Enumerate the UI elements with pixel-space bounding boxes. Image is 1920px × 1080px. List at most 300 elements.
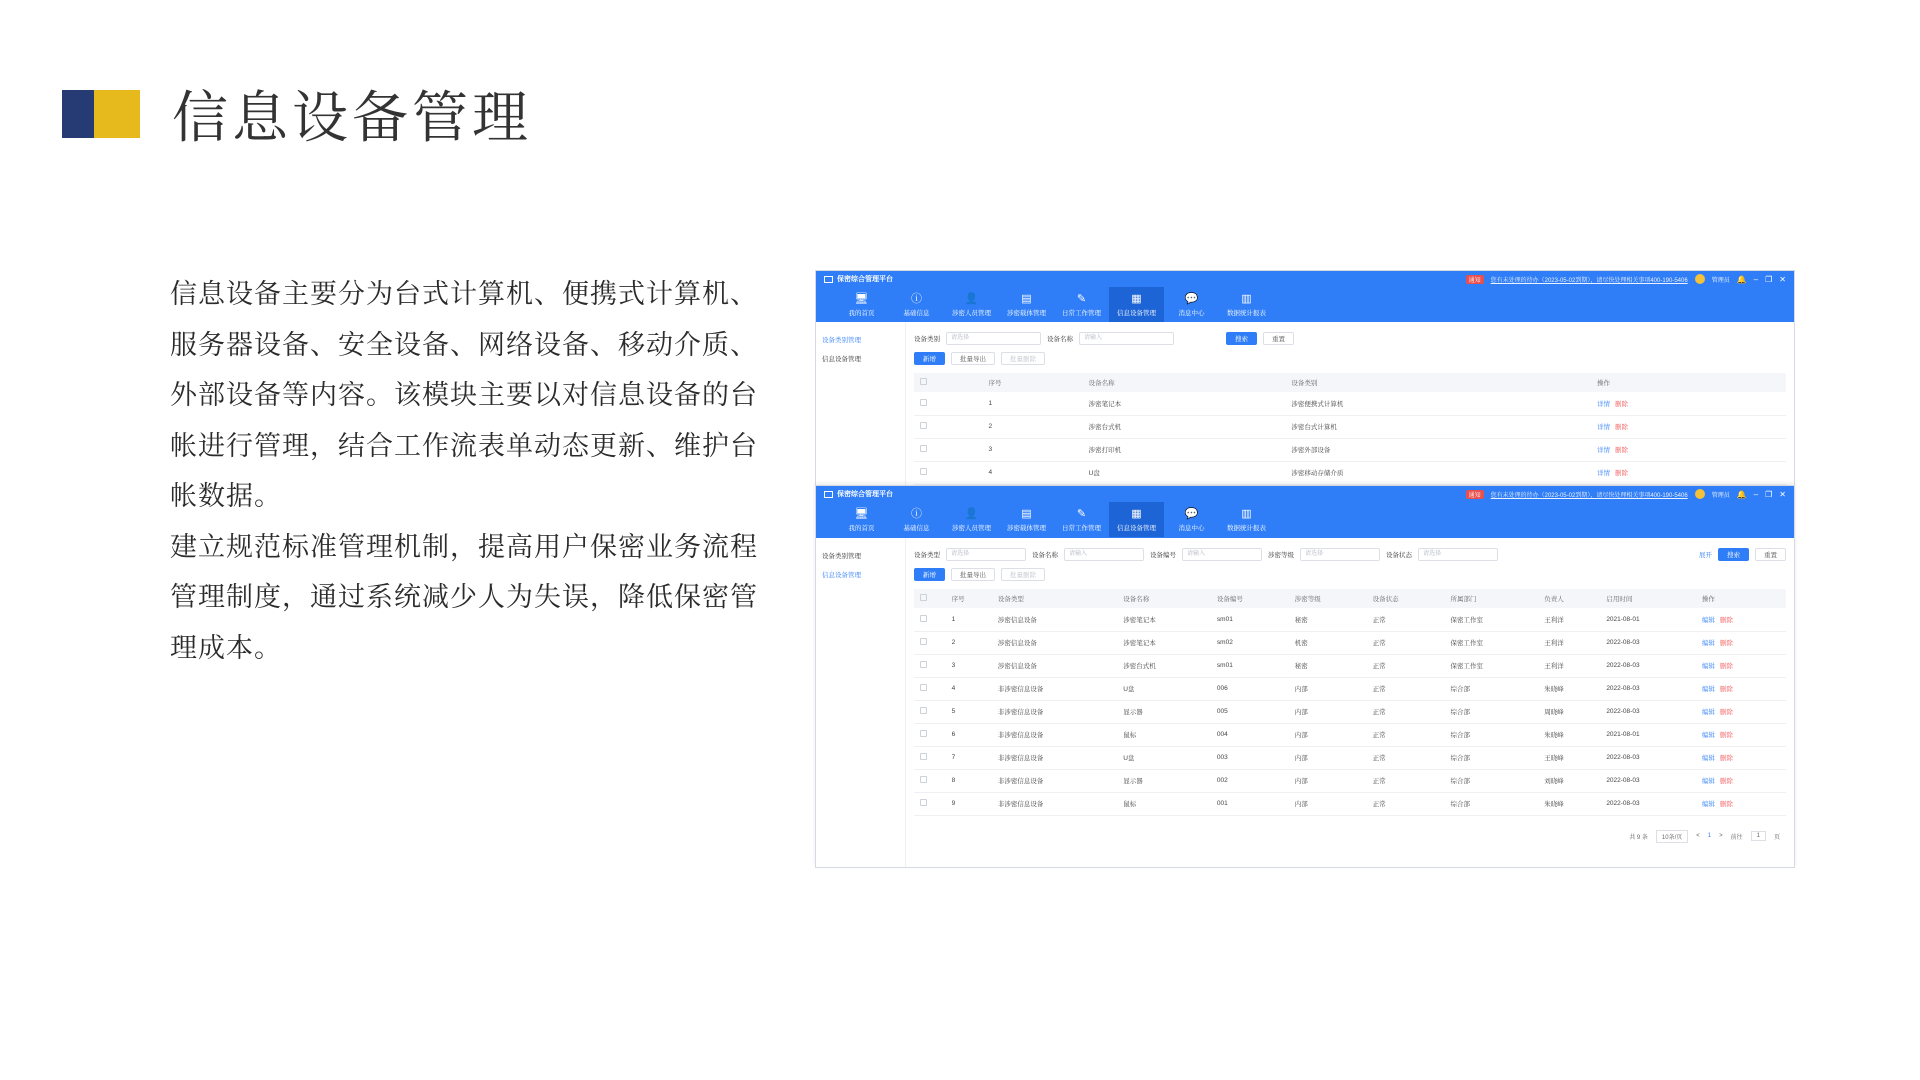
filter-label: 设备类别 bbox=[914, 335, 940, 343]
column-header: 设备编号 bbox=[1211, 589, 1289, 608]
table-cell: 正常 bbox=[1367, 677, 1445, 700]
table-cell: 王利洋 bbox=[1538, 631, 1600, 654]
bar-chart-icon: ▥ bbox=[1241, 507, 1252, 520]
chat-icon: 💬 bbox=[1184, 292, 1199, 305]
nav-label: 数据统计报表 bbox=[1227, 524, 1266, 532]
table-cell: 内部 bbox=[1289, 746, 1367, 769]
table-cell: 综合部 bbox=[1445, 723, 1539, 746]
table-cell: 秘密 bbox=[1289, 654, 1367, 677]
reset-button[interactable]: 重置 bbox=[1755, 548, 1786, 561]
delete-link[interactable]: 删除 bbox=[1719, 755, 1733, 762]
table-cell: 001 bbox=[1211, 792, 1289, 815]
filter-bar bbox=[914, 546, 1786, 562]
nav-label: 涉密载体管理 bbox=[1007, 524, 1046, 532]
edit-link[interactable]: 详情 bbox=[1597, 400, 1611, 408]
table-cell: 刘晓峰 bbox=[1538, 769, 1600, 792]
server-icon: ▦ bbox=[1131, 292, 1142, 305]
nav-item[interactable] bbox=[834, 502, 889, 537]
edit-icon: ✎ bbox=[1076, 507, 1087, 520]
edit-link[interactable]: 编辑 bbox=[1701, 709, 1715, 716]
bell-icon[interactable]: 🔔 bbox=[1736, 489, 1747, 499]
table-cell: 综合部 bbox=[1445, 677, 1539, 700]
nav-label: 涉密人员管理 bbox=[952, 524, 991, 532]
table-cell: 非涉密信息设备 bbox=[992, 677, 1117, 700]
category-table bbox=[914, 373, 1786, 485]
table-cell: 2 bbox=[946, 631, 992, 654]
table-cell: 涉密笔记本 bbox=[1117, 631, 1211, 654]
table-cell: U盘 bbox=[1117, 746, 1211, 769]
table-cell: 2021-08-01 bbox=[1600, 608, 1696, 631]
row-checkbox[interactable] bbox=[920, 684, 927, 691]
sidebar-item-devices[interactable]: 信息设备管理 bbox=[822, 572, 861, 579]
row-actions bbox=[1696, 792, 1786, 815]
row-actions bbox=[1696, 677, 1786, 700]
table-row[interactable] bbox=[914, 654, 1786, 677]
screenshot-device-list bbox=[815, 485, 1795, 868]
close-icon[interactable]: ✕ bbox=[1779, 274, 1786, 284]
pagination bbox=[914, 830, 1786, 843]
edit-link[interactable]: 详情 bbox=[1597, 424, 1611, 431]
delete-link[interactable]: 删除 bbox=[1719, 801, 1733, 808]
table-cell: 内部 bbox=[1289, 677, 1367, 700]
table-cell: 朱晓峰 bbox=[1538, 792, 1600, 815]
row-actions bbox=[1591, 392, 1786, 415]
table-cell: 006 bbox=[1211, 677, 1289, 700]
column-header: 设备类别 bbox=[1285, 373, 1591, 392]
column-header: 启用时间 bbox=[1600, 589, 1696, 608]
edit-link[interactable]: 编辑 bbox=[1701, 732, 1715, 739]
folder-icon: ▤ bbox=[1021, 507, 1032, 520]
nav-label: 日常工作管理 bbox=[1062, 309, 1101, 317]
sidebar bbox=[816, 322, 906, 490]
table-cell: U盘 bbox=[1083, 461, 1286, 484]
column-header: 序号 bbox=[982, 373, 1082, 392]
nav-label: 信息设备管理 bbox=[1117, 524, 1156, 532]
nav-label: 数据统计报表 bbox=[1227, 309, 1266, 317]
table-cell: sm02 bbox=[1211, 631, 1289, 654]
nav-label: 消息中心 bbox=[1178, 309, 1205, 317]
table-cell: 2022-08-03 bbox=[1600, 746, 1696, 769]
column-header: 设备名称 bbox=[1083, 373, 1286, 392]
row-checkbox[interactable] bbox=[920, 753, 927, 760]
delete-link[interactable]: 删除 bbox=[1615, 400, 1629, 408]
column-header: 负责人 bbox=[1538, 589, 1600, 608]
table-cell: 综合部 bbox=[1445, 746, 1539, 769]
table-row[interactable] bbox=[914, 608, 1786, 631]
row-actions bbox=[1696, 631, 1786, 654]
table-cell: 综合部 bbox=[1445, 769, 1539, 792]
nav-item[interactable] bbox=[1054, 287, 1109, 322]
table-cell: 正常 bbox=[1367, 723, 1445, 746]
edit-link[interactable]: 编辑 bbox=[1701, 686, 1715, 693]
main-nav bbox=[816, 287, 1794, 322]
checkbox[interactable] bbox=[920, 378, 927, 385]
edit-icon: ✎ bbox=[1076, 292, 1087, 305]
table-cell: 王晓峰 bbox=[1538, 746, 1600, 769]
table-cell: 秘密 bbox=[1289, 608, 1367, 631]
edit-link[interactable]: 编辑 bbox=[1701, 755, 1715, 762]
table-cell: 正常 bbox=[1367, 769, 1445, 792]
sidebar bbox=[816, 538, 906, 868]
app-name: 保密综合管理平台 bbox=[837, 276, 893, 283]
app-topbar bbox=[816, 486, 1794, 538]
sidebar-item-category[interactable]: 设备类别管理 bbox=[822, 553, 861, 560]
nav-item[interactable] bbox=[1054, 502, 1109, 537]
table-row[interactable] bbox=[914, 723, 1786, 746]
row-checkbox[interactable] bbox=[920, 638, 927, 645]
batch-delete-button[interactable]: 批量删除 bbox=[1001, 568, 1045, 581]
delete-link[interactable]: 删除 bbox=[1719, 778, 1733, 785]
table-cell: 非涉密信息设备 bbox=[992, 723, 1117, 746]
row-checkbox[interactable] bbox=[920, 468, 927, 475]
table-cell: 003 bbox=[1211, 746, 1289, 769]
table-cell: sm01 bbox=[1211, 654, 1289, 677]
delete-link[interactable]: 删除 bbox=[1615, 424, 1629, 431]
nav-label: 我的首页 bbox=[848, 524, 875, 532]
column-header: 设备类型 bbox=[992, 589, 1117, 608]
level-select[interactable]: 请选择 bbox=[1300, 548, 1380, 561]
slide-title-block bbox=[62, 84, 532, 151]
table-cell: 王利洋 bbox=[1538, 654, 1600, 677]
table-cell: 保密工作室 bbox=[1445, 654, 1539, 677]
app-name: 保密综合管理平台 bbox=[837, 491, 893, 498]
folder-icon: ▤ bbox=[1021, 292, 1032, 305]
table-cell: 2022-08-03 bbox=[1600, 654, 1696, 677]
table-row[interactable] bbox=[914, 700, 1786, 723]
table-cell: 内部 bbox=[1289, 769, 1367, 792]
row-checkbox[interactable] bbox=[920, 707, 927, 714]
screenshot-category-list bbox=[815, 270, 1795, 490]
select-all-checkbox[interactable] bbox=[914, 373, 982, 392]
table-cell: U盘 bbox=[1117, 677, 1211, 700]
table-cell: 保密工作室 bbox=[1445, 608, 1539, 631]
expand-toggle[interactable]: 展开 bbox=[1699, 551, 1712, 559]
table-cell: 7 bbox=[946, 746, 992, 769]
table-cell: 涉密台式机 bbox=[1083, 415, 1286, 438]
user-name[interactable]: 管理员 bbox=[1711, 492, 1730, 499]
delete-link[interactable]: 删除 bbox=[1615, 447, 1629, 454]
row-checkbox[interactable] bbox=[920, 730, 927, 737]
search-button[interactable]: 搜索 bbox=[1718, 548, 1749, 561]
slide-description bbox=[170, 270, 760, 674]
minimize-icon[interactable]: – bbox=[1753, 489, 1759, 499]
row-checkbox[interactable] bbox=[920, 422, 927, 429]
nav-label: 消息中心 bbox=[1178, 524, 1205, 532]
table-cell: 非涉密信息设备 bbox=[992, 792, 1117, 815]
search-button[interactable]: 搜索 bbox=[1226, 332, 1257, 345]
row-checkbox[interactable] bbox=[920, 399, 927, 406]
row-actions bbox=[1696, 769, 1786, 792]
table-cell: 1 bbox=[982, 392, 1082, 415]
delete-link[interactable]: 删除 bbox=[1719, 640, 1733, 647]
reset-button[interactable]: 重置 bbox=[1263, 332, 1294, 345]
table-cell: 非涉密信息设备 bbox=[992, 700, 1117, 723]
row-checkbox[interactable] bbox=[920, 615, 927, 622]
table-cell: 朱晓峰 bbox=[1538, 723, 1600, 746]
table-cell: 004 bbox=[1211, 723, 1289, 746]
table-cell: 8 bbox=[946, 769, 992, 792]
info-icon: ⓘ bbox=[911, 507, 922, 520]
user-name[interactable]: 管理员 bbox=[1711, 277, 1730, 284]
sidebar-item-devices[interactable]: 信息设备管理 bbox=[822, 356, 861, 363]
table-cell: 2022-08-03 bbox=[1600, 631, 1696, 654]
user-icon: 👤 bbox=[964, 507, 979, 520]
table-cell: 正常 bbox=[1367, 608, 1445, 631]
category-select[interactable]: 请选择 bbox=[946, 332, 1041, 345]
column-header: 操作 bbox=[1696, 589, 1786, 608]
edit-link[interactable]: 编辑 bbox=[1701, 801, 1715, 808]
edit-link[interactable]: 详情 bbox=[1597, 447, 1611, 454]
row-checkbox[interactable] bbox=[920, 776, 927, 783]
table-cell: 正常 bbox=[1367, 746, 1445, 769]
nav-label: 日常工作管理 bbox=[1062, 524, 1101, 532]
edit-link[interactable]: 编辑 bbox=[1701, 640, 1715, 647]
filter-label: 设备类型 bbox=[914, 551, 940, 559]
column-header: 操作 bbox=[1591, 373, 1786, 392]
bell-icon[interactable]: 🔔 bbox=[1736, 274, 1747, 284]
prev-page-button[interactable]: < bbox=[1696, 833, 1700, 839]
table-row[interactable] bbox=[914, 631, 1786, 654]
table-cell: 5 bbox=[946, 700, 992, 723]
table-cell: 2022-08-03 bbox=[1600, 769, 1696, 792]
row-checkbox[interactable] bbox=[920, 661, 927, 668]
table-cell: 涉密信息设备 bbox=[992, 654, 1117, 677]
edit-link[interactable]: 详情 bbox=[1597, 470, 1611, 477]
table-cell: 3 bbox=[946, 654, 992, 677]
nav-item[interactable] bbox=[889, 287, 944, 322]
table-cell: 正常 bbox=[1367, 654, 1445, 677]
add-button[interactable]: 新增 bbox=[914, 352, 945, 365]
table-cell: 涉密台式计算机 bbox=[1285, 415, 1591, 438]
table-cell: 朱晓峰 bbox=[1538, 677, 1600, 700]
table-cell: 2022-08-03 bbox=[1600, 700, 1696, 723]
table-cell: 综合部 bbox=[1445, 792, 1539, 815]
row-actions bbox=[1696, 700, 1786, 723]
table-cell: 内部 bbox=[1289, 700, 1367, 723]
user-icon: 👤 bbox=[964, 292, 979, 305]
row-actions bbox=[1696, 654, 1786, 677]
nav-label: 信息设备管理 bbox=[1117, 309, 1156, 317]
table-cell: 涉密信息设备 bbox=[992, 631, 1117, 654]
nav-item[interactable] bbox=[1219, 287, 1274, 322]
filter-label: 涉密等级 bbox=[1268, 551, 1294, 559]
table-cell: 9 bbox=[946, 792, 992, 815]
edit-link[interactable]: 编辑 bbox=[1701, 778, 1715, 785]
row-actions bbox=[1591, 438, 1786, 461]
table-cell: 涉密笔记本 bbox=[1083, 392, 1286, 415]
monitor-icon: 🖥 bbox=[854, 292, 869, 305]
goto-unit: 页 bbox=[1773, 834, 1780, 841]
notice-tag[interactable]: 通知 bbox=[1466, 275, 1484, 284]
checkbox[interactable] bbox=[920, 594, 927, 601]
description-paragraph: 信息设备主要分为台式计算机、便携式计算机、服务器设备、安全设备、网络设备、移动介质、外部设备等内容。该模块主要以对信息设备的台帐进行管理，结合工作流表单动态更新、维护台帐数据。 bbox=[170, 279, 758, 512]
table-cell: 005 bbox=[1211, 700, 1289, 723]
table-cell: 涉密打印机 bbox=[1083, 438, 1286, 461]
page-size-select[interactable]: 10条/页 bbox=[1656, 830, 1688, 843]
chat-icon: 💬 bbox=[1184, 507, 1199, 520]
table-cell: 涉密便携式计算机 bbox=[1285, 392, 1591, 415]
table-cell: 周晓峰 bbox=[1538, 700, 1600, 723]
table-row[interactable] bbox=[914, 792, 1786, 815]
nav-label: 我的首页 bbox=[848, 309, 875, 317]
column-header: 设备状态 bbox=[1367, 589, 1445, 608]
export-button[interactable]: 批量导出 bbox=[951, 568, 995, 581]
minimize-icon[interactable]: – bbox=[1753, 274, 1759, 284]
table-cell: 机密 bbox=[1289, 631, 1367, 654]
notice-link[interactable]: 您有未处理的待办（2023-05-02到期），请尽快处理相关事项400-190-5406 bbox=[1490, 277, 1688, 284]
table-cell: 涉密外部设备 bbox=[1285, 438, 1591, 461]
table-cell: 3 bbox=[982, 438, 1082, 461]
filter-label: 设备名称 bbox=[1047, 335, 1073, 343]
row-actions bbox=[1696, 608, 1786, 631]
table-row[interactable] bbox=[914, 769, 1786, 792]
table-row[interactable] bbox=[914, 415, 1786, 438]
table-row[interactable] bbox=[914, 392, 1786, 415]
table-cell: 保密工作室 bbox=[1445, 631, 1539, 654]
nav-item[interactable] bbox=[999, 287, 1054, 322]
table-cell: 涉密笔记本 bbox=[1117, 608, 1211, 631]
table-row[interactable] bbox=[914, 677, 1786, 700]
table-cell: 显示器 bbox=[1117, 769, 1211, 792]
table-cell: 正常 bbox=[1367, 792, 1445, 815]
next-page-button[interactable]: > bbox=[1719, 833, 1723, 839]
notice-link[interactable]: 您有未处理的待办（2023-05-02到期），请尽快处理相关事项400-190-5406 bbox=[1490, 492, 1688, 499]
filter-label: 设备状态 bbox=[1386, 551, 1412, 559]
row-checkbox[interactable] bbox=[920, 445, 927, 452]
column-header: 所属部门 bbox=[1445, 589, 1539, 608]
table-cell: 内部 bbox=[1289, 723, 1367, 746]
delete-link[interactable]: 删除 bbox=[1719, 663, 1733, 670]
select-all-checkbox[interactable] bbox=[914, 589, 946, 608]
nav-item[interactable] bbox=[999, 502, 1054, 537]
status-select[interactable]: 请选择 bbox=[1418, 548, 1498, 561]
name-input[interactable]: 请输入 bbox=[1064, 548, 1144, 561]
nav-item[interactable] bbox=[944, 287, 999, 322]
pager-total: 共 9 条 bbox=[1629, 834, 1648, 841]
row-checkbox[interactable] bbox=[920, 799, 927, 806]
table-cell: 王利洋 bbox=[1538, 608, 1600, 631]
nav-label: 基础信息 bbox=[903, 309, 930, 317]
table-cell: 非涉密信息设备 bbox=[992, 746, 1117, 769]
delete-link[interactable]: 删除 bbox=[1615, 470, 1629, 477]
restore-icon[interactable]: ❐ bbox=[1765, 489, 1773, 499]
nav-item[interactable] bbox=[1164, 287, 1219, 322]
type-select[interactable]: 请选择 bbox=[946, 548, 1026, 561]
table-cell: 涉密台式机 bbox=[1117, 654, 1211, 677]
goto-input[interactable]: 1 bbox=[1751, 831, 1766, 841]
code-input[interactable]: 请输入 bbox=[1182, 548, 1262, 561]
monitor-icon: 🖥 bbox=[854, 507, 869, 520]
title-accent-yellow bbox=[94, 90, 140, 138]
filter-label: 设备名称 bbox=[1032, 551, 1058, 559]
notice-tag[interactable]: 通知 bbox=[1466, 490, 1484, 499]
edit-link[interactable]: 编辑 bbox=[1701, 663, 1715, 670]
table-cell: 涉密信息设备 bbox=[992, 608, 1117, 631]
sidebar-item-category[interactable]: 设备类别管理 bbox=[822, 337, 861, 344]
app-topbar bbox=[816, 271, 1794, 322]
table-cell: 2 bbox=[982, 415, 1082, 438]
filter-label: 设备编号 bbox=[1150, 551, 1176, 559]
batch-delete-button[interactable]: 批量删除 bbox=[1001, 352, 1045, 365]
table-cell: 正常 bbox=[1367, 700, 1445, 723]
delete-link[interactable]: 删除 bbox=[1719, 616, 1733, 624]
nav-label: 基础信息 bbox=[903, 524, 930, 532]
table-cell: 正常 bbox=[1367, 631, 1445, 654]
delete-link[interactable]: 删除 bbox=[1719, 709, 1733, 716]
table-cell: 002 bbox=[1211, 769, 1289, 792]
table-cell: 涉密移动存储介质 bbox=[1285, 461, 1591, 484]
table-cell: 2022-08-03 bbox=[1600, 792, 1696, 815]
delete-link[interactable]: 删除 bbox=[1719, 686, 1733, 693]
row-actions bbox=[1591, 461, 1786, 484]
table-cell: 内部 bbox=[1289, 792, 1367, 815]
table-cell: 4 bbox=[982, 461, 1082, 484]
avatar[interactable] bbox=[1695, 489, 1705, 499]
name-input[interactable]: 请输入 bbox=[1079, 332, 1174, 345]
table-cell: 显示器 bbox=[1117, 700, 1211, 723]
nav-label: 涉密人员管理 bbox=[952, 309, 991, 317]
nav-item[interactable] bbox=[834, 287, 889, 322]
info-icon: ⓘ bbox=[911, 292, 922, 305]
table-cell: 4 bbox=[946, 677, 992, 700]
filter-bar bbox=[914, 330, 1786, 346]
nav-item[interactable] bbox=[1164, 502, 1219, 537]
column-header: 涉密等级 bbox=[1289, 589, 1367, 608]
table-row[interactable] bbox=[914, 746, 1786, 769]
bar-chart-icon: ▥ bbox=[1241, 292, 1252, 305]
nav-item[interactable] bbox=[1109, 287, 1164, 322]
nav-item[interactable] bbox=[944, 502, 999, 537]
nav-item[interactable] bbox=[1219, 502, 1274, 537]
column-header: 序号 bbox=[946, 589, 992, 608]
table-cell: 鼠标 bbox=[1117, 723, 1211, 746]
page-number[interactable]: 1 bbox=[1707, 833, 1712, 839]
slide-title: 信息设备管理 bbox=[172, 86, 532, 151]
table-row[interactable] bbox=[914, 438, 1786, 461]
table-cell: 6 bbox=[946, 723, 992, 746]
column-header: 设备名称 bbox=[1117, 589, 1211, 608]
main-nav bbox=[816, 502, 1794, 537]
restore-icon[interactable]: ❐ bbox=[1765, 274, 1773, 284]
title-accent-navy bbox=[62, 90, 94, 138]
delete-link[interactable]: 删除 bbox=[1719, 732, 1733, 739]
goto-label: 前往 bbox=[1730, 834, 1743, 841]
server-icon: ▦ bbox=[1131, 507, 1142, 520]
add-button[interactable]: 新增 bbox=[914, 568, 945, 581]
avatar[interactable] bbox=[1695, 274, 1705, 284]
nav-item[interactable] bbox=[889, 502, 944, 537]
table-row[interactable] bbox=[914, 461, 1786, 484]
table-cell: 2022-08-03 bbox=[1600, 677, 1696, 700]
app-logo-icon bbox=[824, 491, 833, 498]
nav-label: 涉密载体管理 bbox=[1007, 309, 1046, 317]
table-cell: 鼠标 bbox=[1117, 792, 1211, 815]
nav-item[interactable] bbox=[1109, 502, 1164, 537]
edit-link[interactable]: 编辑 bbox=[1701, 616, 1715, 624]
row-actions bbox=[1696, 723, 1786, 746]
device-table bbox=[914, 589, 1786, 816]
row-actions bbox=[1591, 415, 1786, 438]
close-icon[interactable]: ✕ bbox=[1779, 489, 1786, 499]
description-paragraph: 建立规范标准管理机制，提高用户保密业务流程管理制度，通过系统减少人为失误，降低保密管理成本。 bbox=[170, 531, 758, 664]
table-cell: 非涉密信息设备 bbox=[992, 769, 1117, 792]
app-logo-icon bbox=[824, 276, 833, 283]
table-cell: 2021-08-01 bbox=[1600, 723, 1696, 746]
table-cell: 1 bbox=[946, 608, 992, 631]
table-cell: 综合部 bbox=[1445, 700, 1539, 723]
export-button[interactable]: 批量导出 bbox=[951, 352, 995, 365]
table-cell: sm01 bbox=[1211, 608, 1289, 631]
